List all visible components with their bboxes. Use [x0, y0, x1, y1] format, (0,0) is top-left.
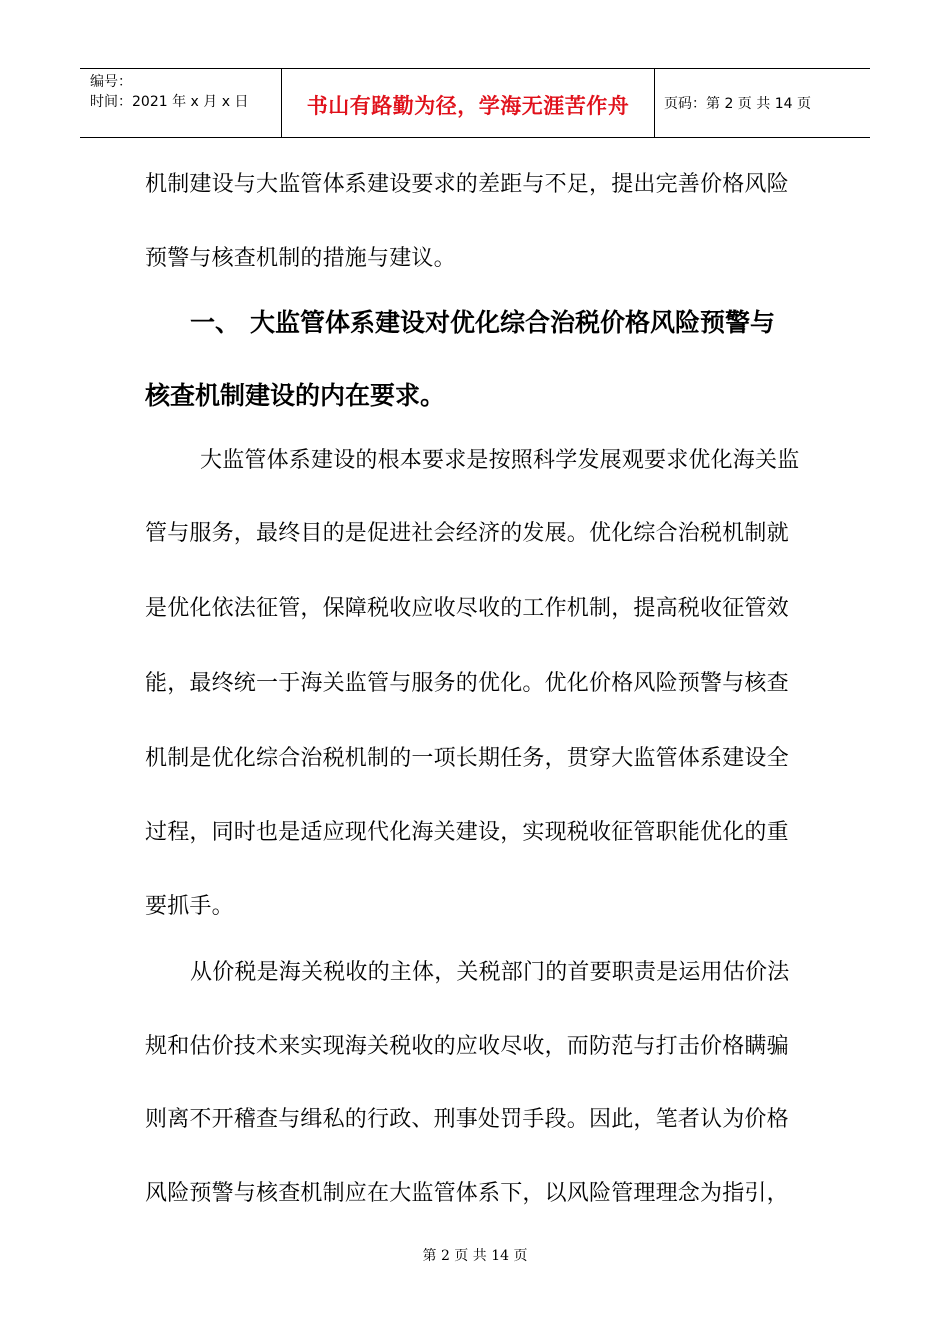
header-divider	[654, 69, 655, 137]
document-header	[80, 68, 870, 138]
header-page-number: 页码：第 2 页 共 14 页	[664, 96, 811, 112]
paragraph-line: 过程，同时也是适应现代化海关建设，实现税收征管职能优化的重	[145, 820, 789, 845]
section-heading: 大监管体系建设对优化综合治税价格风险预警与	[250, 308, 776, 337]
paragraph-line: 机制是优化综合治税机制的一项长期任务，贯穿大监管体系建设全	[145, 746, 789, 771]
section-heading-continued: 核查机制建设的内在要求。	[145, 381, 446, 410]
paragraph-line: 则离不开稽查与缉私的行政、刑事处罚手段。因此，笔者认为价格	[145, 1107, 789, 1132]
paragraph-line: 从价税是海关税收的主体，关税部门的首要职责是运用估价法	[190, 960, 790, 985]
document-date-label: 时间：2021 年 x 月 x 日	[90, 94, 249, 110]
paragraph-line: 要抓手。	[145, 894, 234, 919]
paragraph-line: 是优化依法征管，保障税收应收尽收的工作机制，提高税收征管效	[145, 596, 789, 621]
page-footer: 第 2 页 共 14 页	[422, 1248, 528, 1264]
paragraph-line: 能，最终统一于海关监管与服务的优化。优化价格风险预警与核查	[145, 671, 789, 696]
paragraph-line: 风险预警与核查机制应在大监管体系下，以风险管理理念为指引，	[145, 1181, 789, 1206]
paragraph-line: 大监管体系建设的根本要求是按照科学发展观要求优化海关监	[200, 448, 800, 473]
body-text-line: 预警与核查机制的措施与建议。	[145, 246, 456, 271]
header-motto: 书山有路勤为径，学海无涯苦作舟	[306, 94, 630, 118]
body-text-line: 机制建设与大监管体系建设要求的差距与不足，提出完善价格风险	[145, 172, 789, 197]
paragraph-line: 规和估价技术来实现海关税收的应收尽收，而防范与打击价格瞒骗	[145, 1034, 789, 1059]
section-heading-number: 一、	[190, 308, 241, 337]
document-number-label: 编号：	[90, 74, 132, 90]
paragraph-line: 管与服务，最终目的是促进社会经济的发展。优化综合治税机制就	[145, 521, 789, 546]
